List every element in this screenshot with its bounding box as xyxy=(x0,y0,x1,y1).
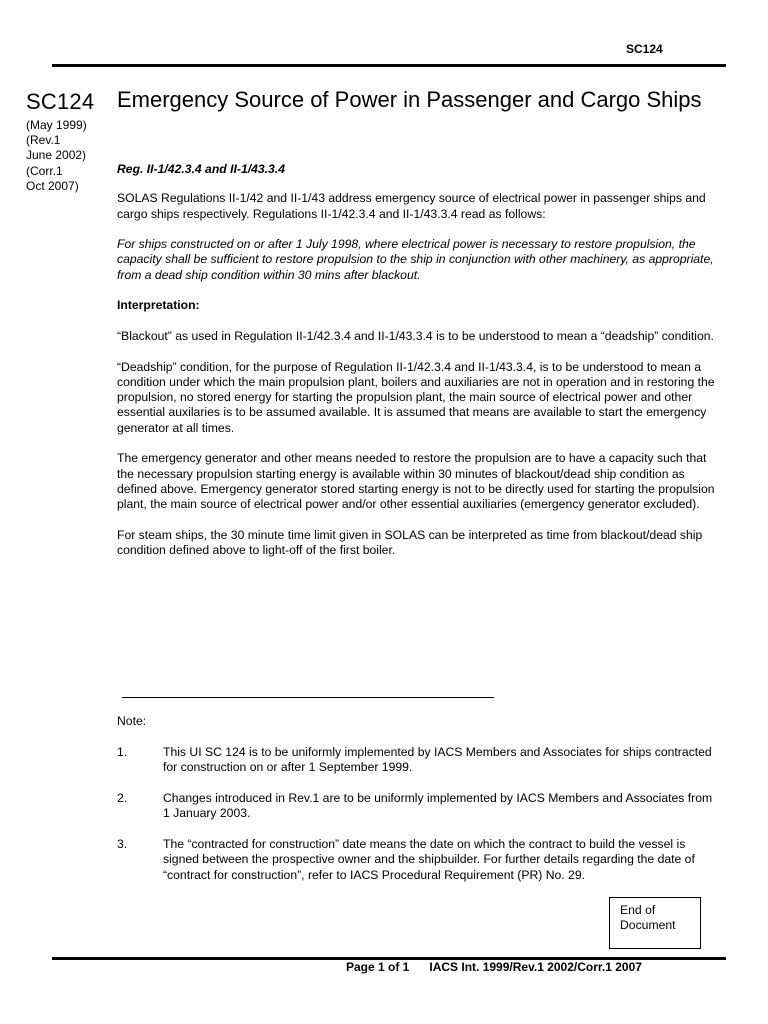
main-content xyxy=(117,162,717,574)
end-box-line: End of xyxy=(620,903,656,917)
note-text: The “contracted for construction” date means the date on which the contract to build the vessel is signed between the prospective owner and the shipbuilder. For further details regarding the date of “contract for construction”, refer to IACS Procedural Requirement (PR) No. 29. xyxy=(163,837,695,882)
note-number: 3. xyxy=(117,837,128,851)
doc-code: SC124 xyxy=(26,89,95,114)
paragraph-quoted-regulation: For ships constructed on or after 1 July 1998, where electrical power is necessary to restore propulsion, the capacity shall be sufficient to restore propulsion to the ship in conjunction with other machinery, as appropriate, from a dead ship condition within 30 mins after blackout. xyxy=(117,237,714,282)
note-separator xyxy=(122,697,494,698)
paragraph-blackout: “Blackout” as used in Regulation II-1/42.3.4 and II-1/43.3.4 is to be understood to mean a “deadship” condition. xyxy=(117,328,714,343)
header-doc-code: SC124 xyxy=(626,42,663,56)
interpretation-heading: Interpretation: xyxy=(117,298,200,313)
regulation-reference: Reg. II-1/42.3.4 and II-1/43.3.4 xyxy=(117,162,285,176)
note-label: Note: xyxy=(117,714,147,728)
note-number: 2. xyxy=(117,791,128,805)
paragraph-steam-ships: For steam ships, the 30 minute time limit given in SOLAS can be interpreted as time from blackout/dead ship condition defined above to light-off of the first boiler. xyxy=(117,527,703,558)
revision-line: (Corr.1 xyxy=(26,163,63,178)
end-of-document-box xyxy=(609,897,701,949)
header-rule xyxy=(52,64,726,67)
revision-line: (Rev.1 xyxy=(26,133,61,148)
page-title: Emergency Source of Power in Passenger and Cargo Ships xyxy=(117,87,702,112)
revision-line: June 2002) xyxy=(26,148,87,163)
revision-history xyxy=(26,118,111,194)
revision-line: Oct 2007) xyxy=(26,178,79,193)
note-text: Changes introduced in Rev.1 are to be uniformly implemented by IACS Members and Associates from 1 January 2003. xyxy=(163,791,713,821)
revision-line: (May 1999) xyxy=(26,118,87,132)
note-number: 1. xyxy=(117,745,128,759)
paragraph-emergency-generator: The emergency generator and other means needed to restore the propulsion are to have a capacity such that the necessary propulsion starting energy is available within 30 minutes of blackout/dead ship condition as defined above. Emergency generator stored starting energy is not to be directly used for starting the propulsion plant, the main source of electrical power and/or other essential auxiliaries (emergency generator excluded). xyxy=(117,451,715,512)
note-text: This UI SC 124 is to be uniformly implemented by IACS Members and Associates for ships contracted for construction on or after 1 September 1999. xyxy=(163,745,712,775)
paragraph-intro: SOLAS Regulations II-1/42 and II-1/43 address emergency source of electrical power in passenger ships and cargo ships respectively. Regulations II-1/42.3.4 and II-1/43.3.4 read as follows: xyxy=(117,191,706,221)
end-box-line: Document xyxy=(620,918,676,933)
footer-page-number: Page 1 of 1 xyxy=(346,960,410,974)
footer xyxy=(346,960,642,974)
footer-reference: IACS Int. 1999/Rev.1 2002/Corr.1 2007 xyxy=(429,960,642,974)
paragraph-deadship: “Deadship” condition, for the purpose of Regulation II-1/42.3.4 and II-1/43.3.4, is to be understood to mean a condition under which the main propulsion plant, boilers and auxiliaries are not in operation and in restoring the propulsion, no stored energy for starting the propulsion plant, the main source of electrical power and other essential auxilaries is to be assumed available. It is assumed that means are available to start the emergency generator at all times. xyxy=(117,359,715,435)
